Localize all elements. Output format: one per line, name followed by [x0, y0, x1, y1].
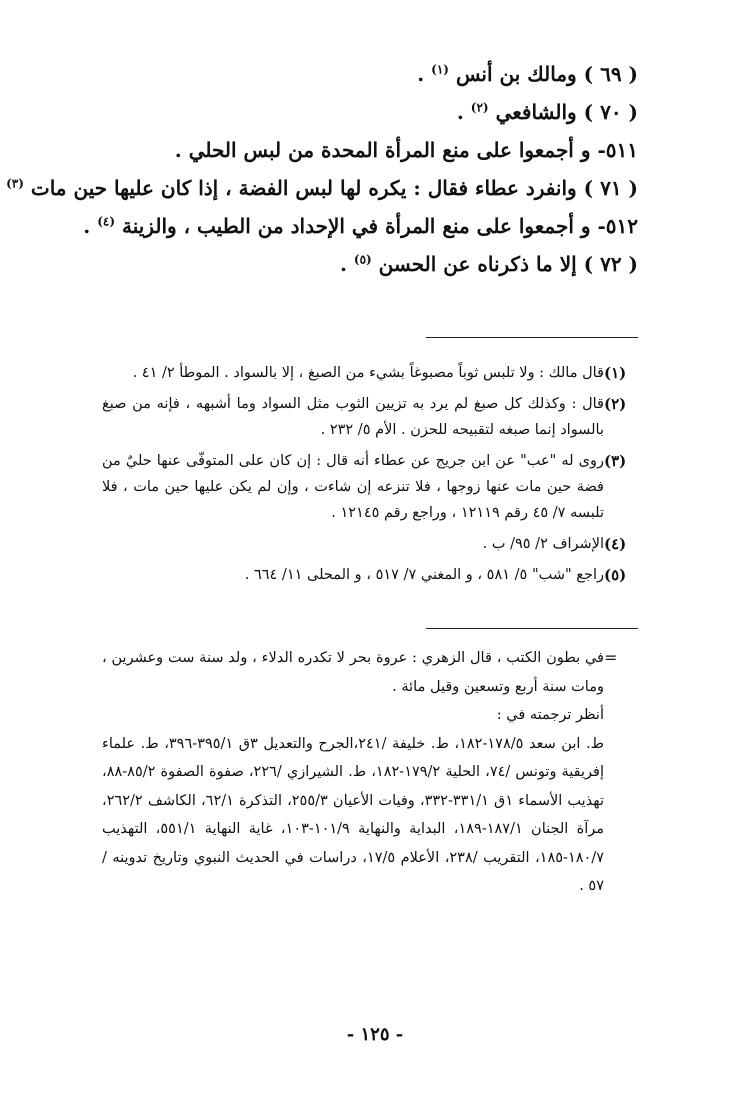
footnote-ref: (٣) — [6, 176, 24, 191]
footnote — [102, 360, 642, 386]
footnote-text: راجع "شب" ٥/ ٥٨١ ، و المغني ٧/ ٥١٧ ، و المحلى ١١/ ٦٦٤ . — [244, 567, 604, 583]
continued-footnote — [102, 644, 642, 901]
main-line: ( ٧٠ ) والشافعي $^{(٢)}$ . — [456, 100, 638, 124]
footnote-text: روى له "عب" عن ابن جريج عن عطاء أنه قال : إن كان على المتوفّى عنها حليٌ من فضة حين مات عنها زوجها ، فلا تنزعه إن شاءت ، وإن لم يكن عليها حين مات ، فلا تلبسه ٧/ ٤٥ رقم ١٢١١٩ ، وراجع رقم ١٢١٤٥ . — [102, 453, 604, 521]
footnote — [102, 531, 642, 557]
main-line: ٥١١- و أجمعوا على منع المرأة المحدة من لبس الحلي . — [174, 138, 638, 162]
footnote-number: (٣) — [604, 452, 627, 470]
continuation-mark: = — [604, 648, 618, 667]
main-line: ( ٧٢ ) إلا ما ذكرناه عن الحسن $^{(٥)}$ . — [339, 252, 638, 276]
footnote-separator — [426, 337, 638, 338]
footnote — [102, 562, 642, 588]
footnote — [102, 448, 642, 526]
main-line: ( ٧١ ) وانفرد عطاء فقال : يكره لها لبس الفضة ، إذا كان عليها حين مات $^{(٣)}$ — [6, 176, 638, 200]
footnote-ref: (٥) — [353, 252, 372, 267]
footnote-number: (٥) — [604, 566, 627, 584]
footnote-ref: (٢) — [470, 100, 489, 115]
continued-footnote-body — [102, 644, 604, 901]
footnote-text: قال مالك : ولا تلبس ثوباً مصبوغاً بشيء من الصبغ ، إلا بالسواد . الموطأ ٢/ ٤١ . — [132, 365, 604, 381]
footnote — [102, 391, 642, 443]
footnote-text: قال : وكذلك كل صبغ لم يرد به تزيين الثوب مثل السواد وما أشبهه ، فإنه من صبغ بالسواد إنما صبغه لتقبيحه للحزن . الأم ٥/ ٢٣٢ . — [102, 396, 604, 438]
footnotes — [102, 360, 642, 593]
footnote-number: (٢) — [604, 395, 627, 413]
bio-paragraph: في بطون الكتب ، قال الزهري : عروة بحر لا تكدره الدلاء ، ولد سنة ست وعشرين ، ومات سنة أربع وتسعين وقيل مائة . — [102, 650, 604, 695]
bio-sources-list: ط. ابن سعد ١٧٨/٥-١٨٢، ط. خليفة /٢٤١،الجرح والتعديل ٣ق ٣٩٥/١-٣٩٦، ط. علماء إفريقية وتونس /٧٤، الحلية ١٧٩/٢-١٨٢، ط. الشيرازي /٢٢٦، صفوة الصفوة ٨٥/٢-٨٨، تهذيب الأسماء ١ق ٣٣١/١-٣٣٢، وفيات الأعيان ٢٥٥/٣، التذكرة ٦٢/١، الكاشف ٢٦٢/٢، مرآة الجنان ١٨٧/١-١٨٩، البداية والنهاية ١٠١/٩-١٠٣، غاية النهاية ٥٥١/١، التهذيب ١٨٠/٧-١٨٥، التقريب /٢٣٨، الأعلام ١٧/٥، دراسات في الحديث النبوي وتاريخ تدوينه /٥٧ . — [102, 735, 605, 894]
bio-sources-heading: أنظر ترجمته في : — [496, 707, 604, 723]
continuation-separator — [426, 628, 638, 629]
footnote-number: (٤) — [604, 535, 627, 553]
footnote-ref: (٤) — [97, 214, 116, 229]
footnote-number: (١) — [604, 364, 627, 382]
main-line: ( ٦٩ ) ومالك بن أنس $^{(١)}$ . — [417, 62, 638, 86]
page-number: - ١٢٥ - — [346, 1024, 404, 1045]
footnote-text: الإشراف ٢/ ٩٥/ ب . — [482, 536, 604, 552]
main-text — [6, 62, 638, 290]
main-line: ٥١٢- و أجمعوا على منع المرأة في الإحداد من الطيب ، والزينة $^{(٤)}$ . — [83, 214, 638, 238]
footnote-ref: (١) — [431, 62, 449, 77]
